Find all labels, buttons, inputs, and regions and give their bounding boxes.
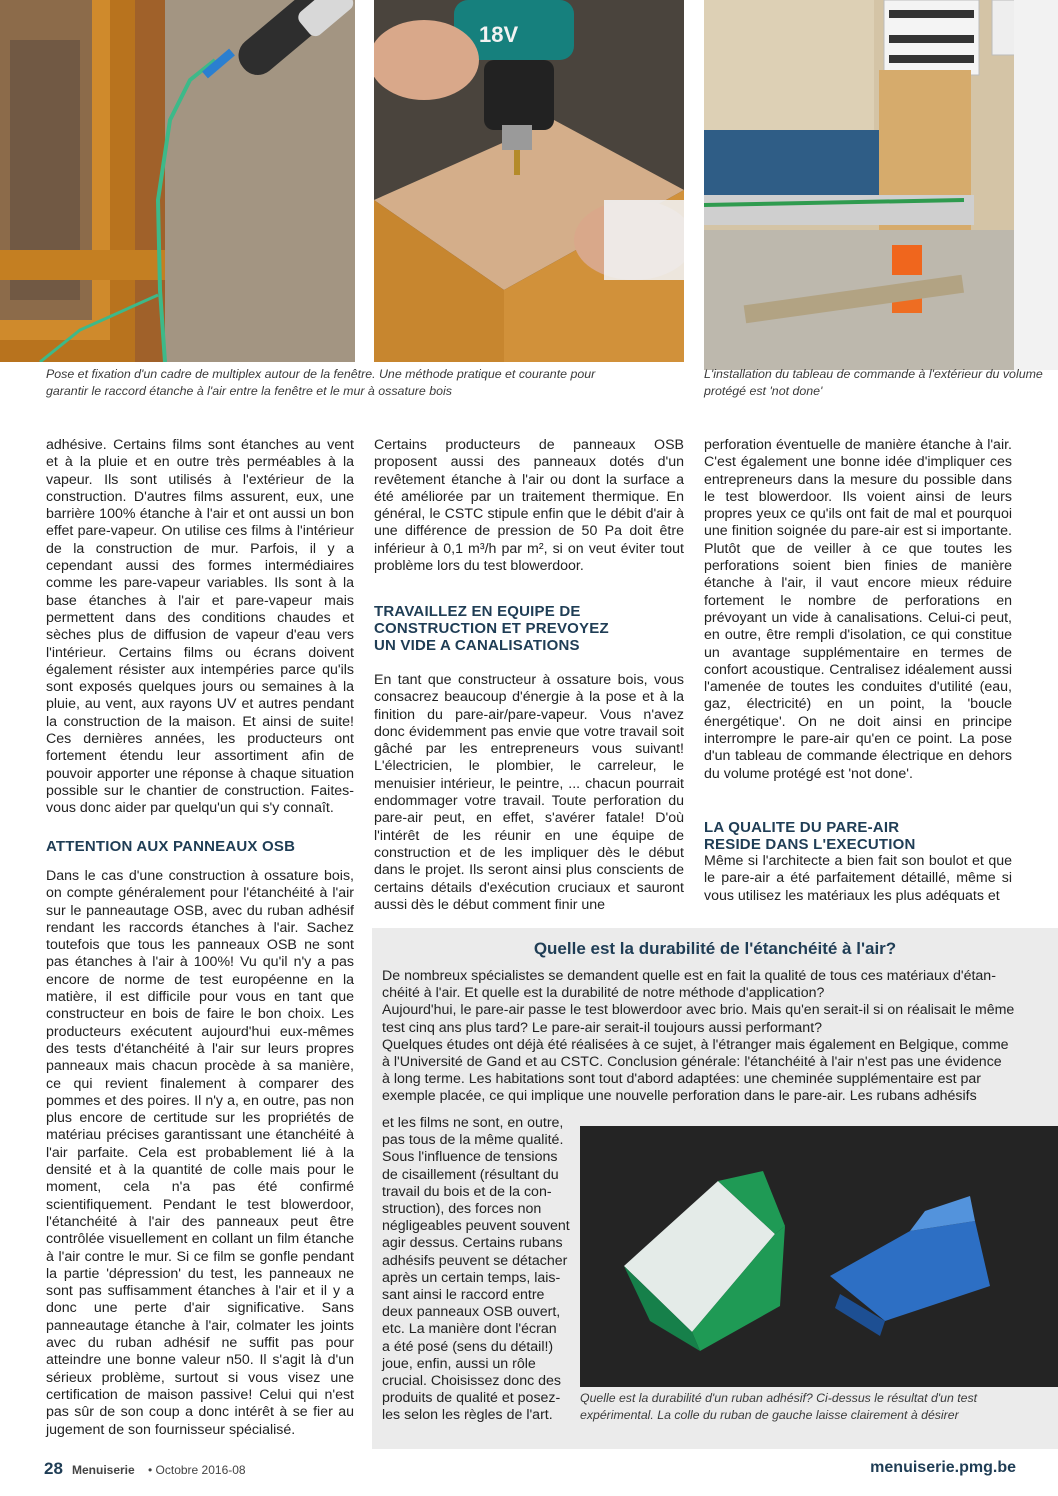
box-line: Aujourd'hui, le pare-air passe le test blowerdoor avec brio. Mais qu'en serait-il si on réalisait le même xyxy=(382,1002,1015,1019)
box-narrow-line: négligeables peuvent souvent xyxy=(382,1218,570,1235)
heading-line: TRAVAILLEZ EN EQUIPE DE xyxy=(374,603,581,620)
photo-adhesive-tapes xyxy=(580,1126,1058,1387)
box-line: exemple placée, ce qui implique une nouvelle perforation dans le pare-air. Les rubans adhésifs xyxy=(382,1088,977,1105)
heading-line: RESIDE DANS L'EXECUTION xyxy=(704,836,916,853)
box-narrow-line: etc. La manière dont l'écran xyxy=(382,1321,557,1338)
box-narrow-line: les selon les règles de l'art. xyxy=(382,1407,553,1424)
caption-window-frame: Pose et fixation d'un cadre de multiplex autour de la fenêtre. Une méthode pratique et courante pour garantir le raccord étanche à l'air entre la fenêtre et le mur à ossature bois xyxy=(46,367,596,398)
box-line: chéité à l'air. Et quelle est la durabilité de notre méthode d'application? xyxy=(382,985,825,1002)
paragraph: perforation éventuelle de manière étanche à l'air. C'est également une bonne idée d'impliquer ces entrepreneurs dans la mesure du possible dans le test blowerdoor. Ils voient ainsi de leurs propres yeux ce qu'ils ont fait de mal et pourquoi une finition soignée du pare-air est si importante. Plutôt que de veiller à ce que toutes les perforations soient bien finies de manière étanche à l'air, il vaut encore mieux réduire fortement le nombre de perforations en prévoyant un vide à canalisations. Celui-ci peut, en outre, être rempli d'isolation, ce qui constitue un avantage supplémentaire en termes de confort acoustique. Centralisez idéalement aussi l'amenée de toutes les conduites d'utilité (eau, gaz, électricité) en un point, la 'boucle énergétique'. On ne doit ainsi en principe interrompre le pare-air qu'en ce point. La pose d'un tableau de commande électrique en dehors du volume protégé est 'not done'. xyxy=(704,437,1012,782)
box-intro xyxy=(382,968,1022,1106)
box-line: à long terme. Les habitations sont tout d'abord adaptées: une cheminée supplémentaire est par xyxy=(382,1071,981,1088)
box-narrow-line: pas tous de la même qualité. xyxy=(382,1132,564,1149)
section-heading xyxy=(374,603,684,654)
issue-date: • Octobre 2016-08 xyxy=(148,1463,246,1477)
paragraph: Même si l'architecte a bien fait son boulot et que le pare-air a été parfaitement détaillé, même si vous utilisez les matériaux les plus adéquats et xyxy=(704,853,1012,904)
column-3-top xyxy=(704,437,1012,783)
box-narrow-line: crucial. Choisissez donc des xyxy=(382,1373,561,1390)
box-narrow-line: deux panneaux OSB ouvert, xyxy=(382,1304,561,1321)
magazine-name: Menuiserie xyxy=(72,1463,135,1477)
column-1-top xyxy=(46,437,354,818)
control-panel-illustration xyxy=(704,0,1058,370)
page-footer xyxy=(44,1459,1016,1484)
box-narrow-line: de cisaillement (résultant du xyxy=(382,1166,559,1183)
photo-drill xyxy=(374,0,684,362)
box-line: test cinq ans plus tard? Le pare-air serait-il toujours aussi performant? xyxy=(382,1019,823,1036)
box-narrow-column xyxy=(382,1115,572,1425)
paragraph: adhésive. Certains films sont étanches au vent et à la pluie et en outre très perméables à la vapeur. Ils sont utilisés à l'extérieur de la construction. D'autres films assurent, eux, une barrière 100% étanche à l'air et ont aussi un bon effet pare-vapeur. On utilise ces films à l'intérieur de la construction de mur. Parfois, il y a cependant aussi des formes intermédiaires comme les pare-vapeur variables. Ils sont à la base étanches à l'air et pare-vapeur mais permettent dans des conditions chaudes et sèches plus de diffusion de vapeur d'eau vers l'intérieur. Certains films ou écrans doivent également résister aux intempéries parce qu'ils sont exposés quelques jours ou semaines à la pluie, au vent, aux rayons UV et autres pendant la construction de la maison. Et ainsi de suite! Ces dernières années, les producteurs ont fortement étendu leur assortiment afin de pouvoir apporter une réponse à chaque situation possible sur le chantier de construction. Faites-vous donc aider par quelqu'un qui s'y connaît. xyxy=(46,437,354,817)
caption-control-panel: L'installation du tableau de commande à l'extérieur du volume protégé est 'not done' xyxy=(704,367,1043,398)
caption-adhesive-tapes: Quelle est la durabilité d'un ruban adhésif? Ci-dessus le résultat d'un test expérimental. La colle du ruban de gauche laisse clairement à désirer xyxy=(580,1391,978,1422)
adhesive-tapes-illustration xyxy=(580,1126,1058,1387)
website-link[interactable]: menuiserie.pmg.be xyxy=(870,1459,1016,1476)
box-line: De nombreux spécialistes se demandent quelle est en fait la qualité de tous ces matériaux d'étan- xyxy=(382,968,996,984)
heading-line: CONSTRUCTION ET PREVOYEZ xyxy=(374,620,609,637)
box-title: Quelle est la durabilité de l'étanchéité à l'air? xyxy=(533,939,897,958)
section-heading: ATTENTION AUX PANNEAUX OSB xyxy=(46,838,296,855)
drill-voltage-label: 18V xyxy=(479,22,519,47)
box-narrow-line: sant ainsi le raccord entre xyxy=(382,1287,545,1304)
column-2-bottom xyxy=(374,672,684,914)
box-narrow-line: adhésifs peuvent se détacher xyxy=(382,1252,568,1269)
box-line: à l'Université de Gand et au CSTC. Conclusion générale: l'étanchéité à l'air n'est pas une évidence xyxy=(382,1054,1002,1071)
paragraph: Certains producteurs de panneaux OSB proposent aussi des panneaux dotés d'un revêtement étanche à l'air ou dont la surface a été améliorée par un traitement thermique. En général, le CSTC stipule enfin que le débit d'air à une différence de pression de 50 Pa doit être inférieur à 0,1 m³/h par m², si on veut éviter tout problème lors du test blowerdoor. xyxy=(374,437,684,575)
drill-illustration xyxy=(374,0,684,362)
box-narrow-line: et les films ne sont, en outre, xyxy=(382,1115,564,1131)
photo-control-panel xyxy=(704,0,1058,370)
heading-line: LA QUALITE DU PARE-AIR xyxy=(704,819,900,836)
paragraph: En tant que constructeur à ossature bois, vous consacrez beaucoup d'énergie à la pose et à la finition du pare-air/pare-vapeur. Vous n'avez donc évidemment pas envie que votre travail soit gâché par les entrepreneurs vous suivant! L'électricien, le plombier, le carreleur, le menuisier intérieur, le peintre, ... chacun pourrait endommager votre travail. Toute perforation du pare-air peut, en effet, s'avérer fatale! D'où l'intérêt de les réunir en une équipe de construction et de les impliquer dès le début dans le projet. Ils seront ainsi plus conscients de certains détails d'exécution cruciaux et sauront aussi dès le début comment finir une xyxy=(374,672,684,913)
box-narrow-line: Sous l'influence de tensions xyxy=(382,1149,558,1166)
box-narrow-line: produits de qualité et posez- xyxy=(382,1390,561,1407)
column-2-top xyxy=(374,437,684,575)
section-heading xyxy=(704,819,1012,853)
column-1-bottom xyxy=(46,868,354,1439)
box-narrow-line: agir dessus. Certains rubans xyxy=(382,1235,563,1252)
paragraph: Dans le cas d'une construction à ossature bois, on compte généralement pour l'étanchéité à l'air sur le panneautage OSB, avec du ruban adhésif rendant les raccords étanches à l'air. Sachez toutefois que tous les panneaux OSB ne sont pas étanches à l'air à 100%! Vu qu'il n'y a pas encore de norme de test européenne en la matière, il est difficile pour vous en tant que constructeur en bois de faire le bon choix. Les producteurs exécutent aujourd'hui eux-mêmes des tests d'étanchéité à l'air sur leurs propres panneaux mais chacun procède à sa manière, ce qui revient finalement à comparer des pommes et des poires. Il n'y a, en outre, pas non plus encore de certitude sur les propriétés de matériau précises garantissant une étanchéité à l'air parfaite. Cela est probablement lié à la densité et à la quantité de colle mais pour le moment, cela n'a pas été confirmé scientifiquement. Pendant le test blowerdoor, l'étanchéité à l'air des panneaux peut être contrôlée visuellement en collant un film étanche à l'air contre le mur. Si ce film se gonfle pendant la partie 'dépression' du test, les panneaux ne sont pas suffisamment étanches à l'air et il y a donc une perte d'air significative. Sans panneautage étanche à l'air, colmater les joints avec du ruban adhésif ne suffit pas pour atteindre une bonne valeur n50. Il s'agit là d'un sérieux problème, surtout si vous visez une certification de maison passive! Celui qui n'est pas sûr de son coup a donc intérêt à se fier au jugement de son fournisseur spécialisé. xyxy=(46,868,354,1438)
box-line: Quelques études ont déjà été réalisées à ce sujet, à l'étranger mais également en Belgique, comme xyxy=(382,1036,1009,1053)
window-frame-illustration xyxy=(0,0,355,362)
box-narrow-line: travail du bois et de la con- xyxy=(382,1183,552,1200)
page-number: 28 xyxy=(44,1459,63,1478)
photo-window-frame xyxy=(0,0,355,362)
box-narrow-line: struction), des forces non xyxy=(382,1201,542,1218)
box-narrow-line: après un certain temps, lais- xyxy=(382,1269,561,1286)
column-3-bottom xyxy=(704,853,1012,905)
box-narrow-line: a été posé (sens du détail!) xyxy=(382,1338,554,1355)
heading-line: UN VIDE A CANALISATIONS xyxy=(374,637,580,654)
box-narrow-line: joue, enfin, aussi un rôle xyxy=(382,1355,536,1372)
